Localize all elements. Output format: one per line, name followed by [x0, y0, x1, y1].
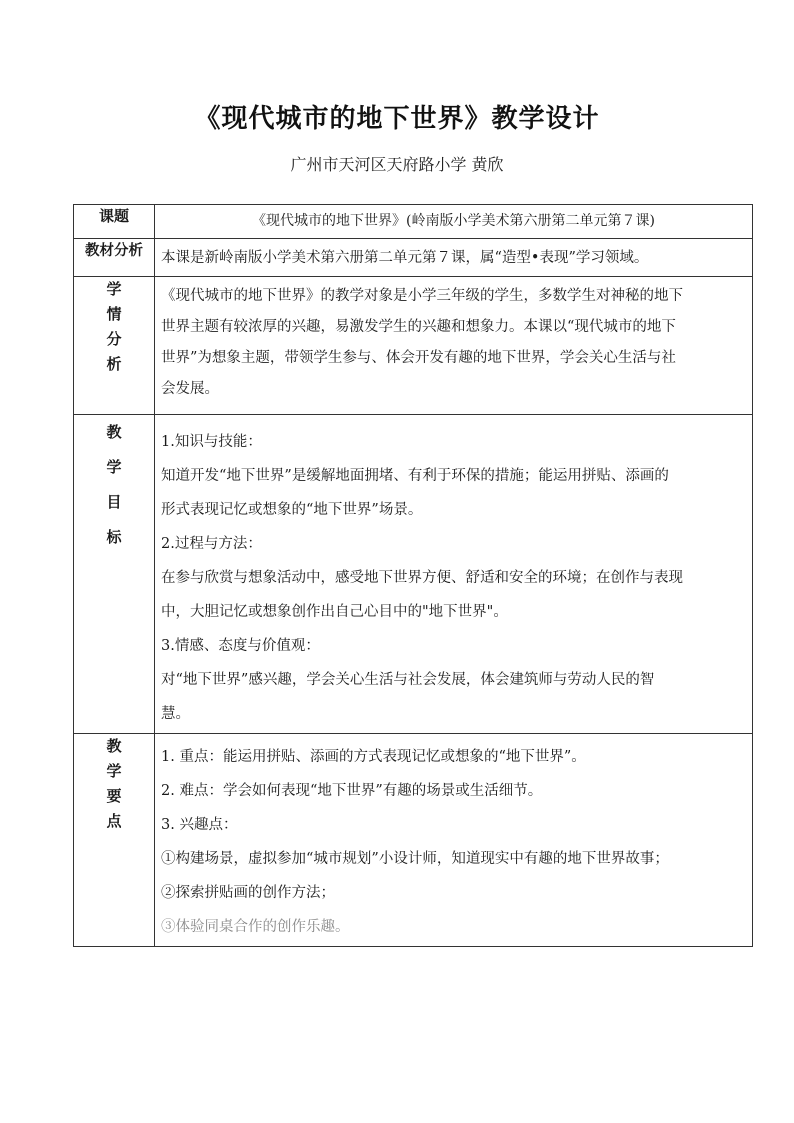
material-cell	[155, 239, 753, 277]
topic-cell	[155, 205, 753, 239]
text-line: 2. 难点：学会如何表现“地下世界”有趣的场景或生活细节。	[161, 783, 543, 799]
label-char: 目	[106, 493, 122, 511]
text-line: 2.过程与方法：	[161, 536, 262, 552]
label-char: 要	[106, 787, 122, 805]
text-line: 1.知识与技能：	[161, 434, 262, 450]
row-keypoints	[74, 734, 753, 947]
label-keypoints	[74, 734, 155, 947]
students-cell	[155, 277, 753, 415]
goals-cell	[155, 415, 753, 734]
text-line: 中，大胆记忆或想象创作出自己心目中的"地下世界"。	[161, 604, 508, 620]
label-students	[74, 277, 155, 415]
material-text: 本课是新岭南版小学美术第六册第二单元第７课，属“造型•表现”学习领域。	[161, 249, 649, 266]
label-char: 标	[106, 528, 122, 546]
text-line: 1. 重点：能运用拼贴、添画的方式表现记忆或想象的“地下世界”。	[161, 749, 586, 765]
text-line: 知道开发“地下世界”是缓解地面拥堵、有利于环保的措施；能运用拼贴、添画的	[161, 468, 669, 484]
label-char: 教	[106, 737, 122, 755]
row-students	[74, 277, 753, 415]
label-char: 学	[106, 280, 122, 298]
text-line: ③体验同桌合作的创作乐趣。	[161, 919, 350, 935]
text-line: 3.情感、态度与价值观：	[161, 638, 320, 654]
text-line: 对“地下世界”感兴趣，学会关心生活与社会发展，体会建筑师与劳动人民的智	[161, 672, 655, 688]
text-line: 慧。	[161, 706, 190, 722]
text-line: 《现代城市的地下世界》的教学对象是小学三年级的学生，多数学生对神秘的地下	[161, 288, 683, 304]
author-line: 广州市天河区天府路小学 黄欣	[290, 155, 504, 174]
text-line: 世界”为想象主题，带领学生参与、体会开发有趣的地下世界，学会关心生活与社	[161, 350, 676, 366]
text-line: ②探索拼贴画的创作方法；	[161, 885, 335, 901]
row-goals	[74, 415, 753, 734]
text-line: 会发展。	[161, 381, 219, 397]
label-char: 情	[106, 305, 122, 323]
text-line: 在参与欣赏与想象活动中，感受地下世界方便、舒适和安全的环境；在创作与表现	[161, 570, 683, 586]
label-char: 点	[106, 812, 122, 830]
text-line: 形式表现记忆或想象的“地下世界”场景。	[161, 502, 423, 518]
text-line: 3. 兴趣点：	[161, 817, 238, 833]
keypoints-cell	[155, 734, 753, 947]
topic-text: 《现代城市的地下世界》(岭南版小学美术第六册第二单元第７课)	[252, 213, 655, 229]
label-char: 析	[106, 355, 122, 373]
label-topic: 课题	[74, 205, 155, 239]
row-topic	[74, 205, 753, 239]
text-line: 世界主题有较浓厚的兴趣，易激发学生的兴趣和想象力。本课以“现代城市的地下	[161, 319, 676, 335]
label-char: 学	[106, 458, 122, 476]
label-char: 分	[106, 330, 122, 348]
label-char: 教	[106, 423, 122, 441]
label-material: 教材分析	[74, 239, 155, 277]
document-title: 《现代城市的地下世界》教学设计	[194, 104, 600, 134]
text-line: ①构建场景，虚拟参加“城市规划”小设计师，知道现实中有趣的地下世界故事；	[161, 851, 669, 867]
lesson-plan-table	[73, 204, 753, 947]
label-goals	[74, 415, 155, 734]
label-char: 学	[106, 762, 122, 780]
row-material	[74, 239, 753, 277]
